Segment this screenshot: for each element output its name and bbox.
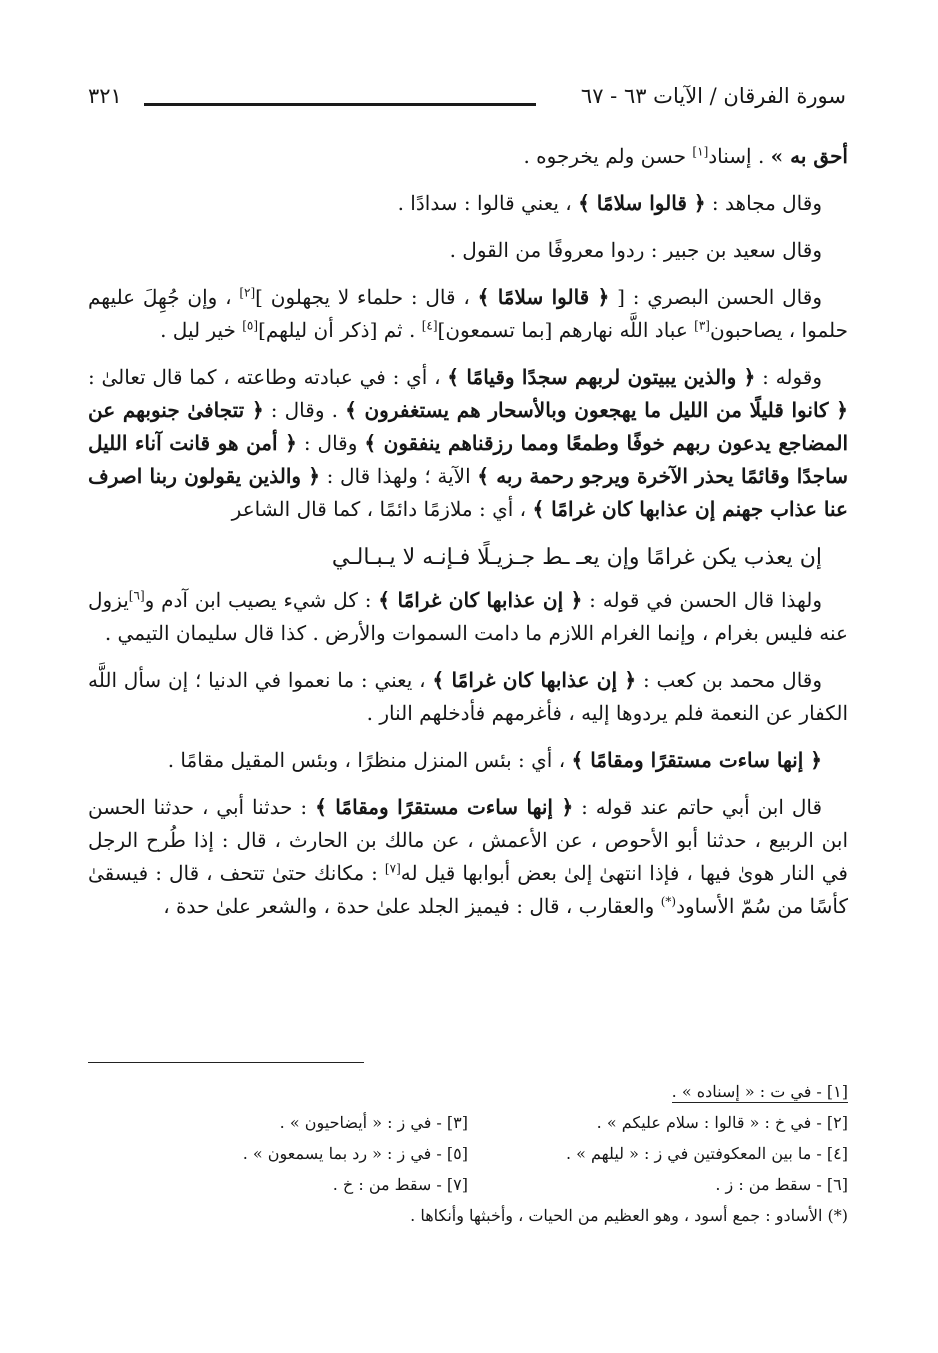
footnote-3: [٣] - في ز : « أيضاحيون » . — [279, 1113, 468, 1132]
paragraph-5 — [88, 361, 848, 526]
poetry-verse: إن يعذب يكن غرامًا وإن يعـ ـط جـزيـلًا فـإنـه لا يـبـالـي — [331, 545, 822, 570]
footnote-1 — [88, 1076, 848, 1107]
footnote-7: [٧] - سقط من : خ . — [332, 1175, 468, 1194]
footnote-separator — [88, 1062, 364, 1063]
text-run: وقال الحسن البصري : [ — [609, 285, 822, 309]
quran-quote: ﴿ إن عذابها كان غرامًا ﴾ — [432, 668, 637, 692]
paragraph-6 — [88, 584, 848, 650]
quran-quote: أحق به » — [770, 144, 848, 168]
footnote-2: [٢] - في خ : « قالوا : سلام عليكم » . — [596, 1113, 848, 1132]
text-run: ، أي : في عبادته وطاعته ، كما قال تعالىٰ : — [88, 365, 448, 389]
text-run: قال ابن أبي حاتم عند قوله : — [573, 795, 823, 819]
quran-quote: ﴿ إنها ساءت مستقرًا ومقامًا ﴾ — [315, 795, 574, 819]
footnote-marker: [٥] — [242, 318, 259, 333]
footnote-row — [88, 1107, 848, 1138]
text-run: وقال محمد بن كعب : — [636, 668, 823, 692]
header-title: سورة الفرقان / الآيات ٦٣ - ٦٧ — [580, 84, 846, 108]
page-number: ٣٢١ — [88, 84, 122, 108]
text-run: . إسناد — [708, 144, 771, 168]
text-run: الآية ؛ ولهذا قال : — [320, 464, 478, 488]
footnote-4: [٤] - ما بين المعكوفتين في ز : « ليلهم » . — [565, 1144, 848, 1163]
text-run: وقال سعيد بن جبير : ردوا معروفًا من القول . — [449, 238, 822, 262]
text-run: يزول عنه فليس بغرام ، وإنما الغرام اللازم ما دامت السموات والأرض . كذا قال سليمان التيمي . — [88, 588, 848, 645]
footnote-marker: [٤] — [421, 318, 438, 333]
footnote-1-text: [١] - في ت : « إسناده » . — [671, 1082, 848, 1101]
text-run: والعقارب ، قال : فيميز الجلد علىٰ حدة ، والشعر علىٰ حدة ، — [163, 894, 661, 918]
text-run: عباد اللَّه نهارهم [بما تسمعون] — [437, 318, 695, 342]
quran-quote: ﴿ والذين يقولون ربنا اصرف عنا عذاب جهنم إن عذابها كان غرامًا ﴾ — [88, 464, 848, 521]
footnote-star: (*) الأسادو : جمع أسود ، وهو العظيم من الحيات ، وأخبثها وأنكاها . — [410, 1206, 848, 1225]
footnote-6: [٦] - سقط من : ز . — [715, 1175, 848, 1194]
footnote-row — [88, 1169, 848, 1200]
footnote-marker: [٣] — [694, 318, 710, 333]
text-run: ، أي : بئس المنزل منظرًا ، وبئس المقيل مقامًا . — [167, 748, 572, 772]
text-run: ولهذا قال الحسن في قوله : — [582, 588, 822, 612]
text-run: : كل شيء يصيب ابن آدم و — [144, 588, 379, 612]
quran-quote: ﴿ إنها ساءت مستقرًا ومقامًا ﴾ — [571, 748, 822, 772]
footnote-5: [٥] - في ز : « رد بما يسمعون » . — [242, 1144, 468, 1163]
text-run: . ثم [ذكر أن ليلهم] — [258, 318, 422, 342]
text-run: ، يعني قالوا : سدادًا . — [397, 191, 579, 215]
text-run: حسن ولم يخرجوه . — [523, 144, 693, 168]
quran-quote: ﴿ إن عذابها كان غرامًا ﴾ — [378, 588, 583, 612]
footnotes — [88, 1076, 848, 1231]
footnote-marker: [١] — [692, 144, 709, 159]
footnote-marker: [٢] — [239, 285, 256, 300]
footnote-marker: (*) — [660, 894, 677, 909]
text-run: . وقال : — [263, 398, 346, 422]
paragraph-7 — [88, 664, 848, 730]
text-run: ، يعني : ما نعموا في الدنيا ؛ إن سأل اللَّه الكفار عن النعمة فلم يردوها إليه ، فأغرمهم فأدخلهم النار . — [88, 668, 848, 725]
text-run: ، وإن جُهِلَ عليهم حلموا ، يصاحبون — [88, 285, 848, 342]
paragraph-9 — [88, 791, 848, 923]
footnote-row — [88, 1138, 848, 1169]
quran-quote: ﴿ تتجافىٰ جنوبهم عن المضاجع يدعون ربهم خوفًا وطمعًا ومما رزقناهم ينفقون ﴾ — [88, 398, 849, 455]
text-run: ، أي : ملازمًا دائمًا ، كما قال الشاعر — [231, 497, 533, 521]
footnote-marker: [٦] — [128, 588, 145, 603]
paragraph-1 — [88, 140, 848, 173]
running-header — [88, 84, 846, 118]
quran-quote: ﴿ والذين يبيتون لربهم سجدًا وقيامًا ﴾ — [447, 365, 756, 389]
quran-quote: ﴿ أمن هو قانت آناء الليل ساجدًا وقائمًا يحذر الآخرة ويرجو رحمة ربه ﴾ — [88, 431, 848, 488]
paragraph-3 — [88, 234, 848, 267]
text-run: ، قال : حلماء لا يجهلون ] — [255, 285, 478, 309]
text-run: وقوله : — [755, 365, 822, 389]
paragraph-4 — [88, 281, 848, 347]
text-run: خير ليل . — [160, 318, 243, 342]
paragraph-8 — [88, 744, 848, 777]
text-run: وقال مجاهد : — [705, 191, 822, 215]
text-run: : حدثنا أبي ، حدثنا الحسن ابن الربيع ، حدثنا أبو الأحوص ، عن الأعمش ، عن مالك بن الحارث ، قال : إذا طُرح الرجل في النار هوىٰ فيها ، فإذا انتهىٰ إلىٰ بعض أبوابها قيل له — [88, 795, 848, 885]
header-rule — [144, 103, 536, 106]
quran-quote: ﴿ كانوا قليلًا من الليل ما يهجعون وبالأسحار هم يستغفرون ﴾ — [345, 398, 848, 422]
quran-quote: ﴿ قالوا سلامًا ﴾ — [578, 191, 706, 215]
text-run: : مكانك حتىٰ تتحف ، قال : فيسقىٰ كأسًا من سُمّ الأساود — [88, 861, 848, 918]
quran-quote: ﴿ قالوا سلامًا ﴾ — [477, 285, 610, 309]
footnote-marker: [٧] — [384, 861, 401, 876]
paragraph-2 — [88, 187, 848, 220]
main-text — [88, 140, 848, 937]
text-run: وقال : — [296, 431, 365, 455]
